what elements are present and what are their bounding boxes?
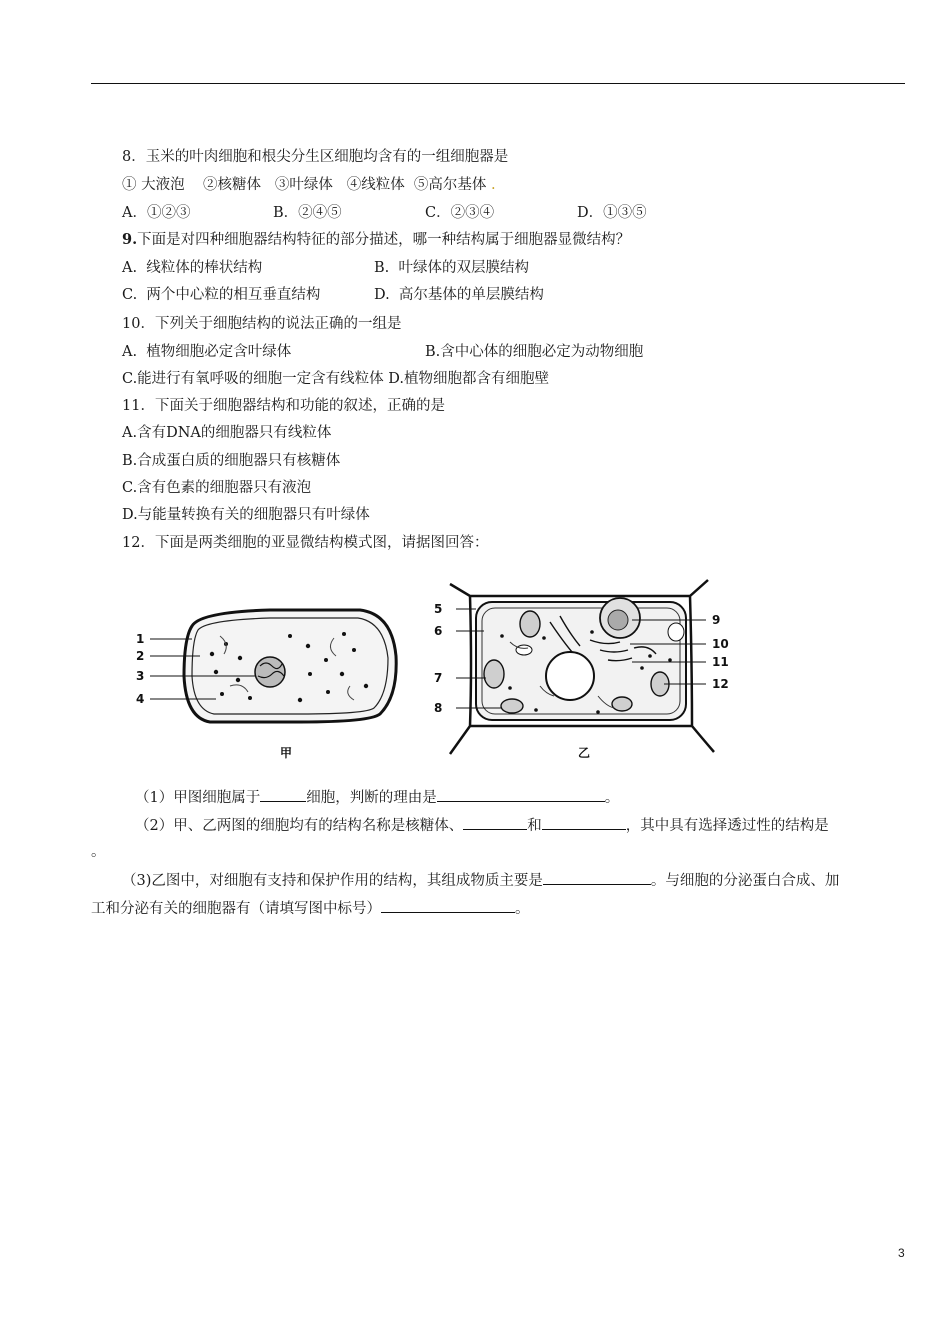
label-2: 2 — [136, 649, 145, 663]
q10-option-cd: C.能进行有氧呼吸的细胞一定含有线粒体 D.植物细胞都含有细胞壁 — [122, 371, 550, 387]
cell-diagram — [130, 576, 750, 766]
cell-b-drawing — [450, 580, 714, 754]
q10-option-a: A. 植物细胞必定含叶绿体 — [122, 344, 292, 360]
q11-option-b: B.合成蛋白质的细胞器只有核糖体 — [122, 453, 341, 469]
label-5: 5 — [434, 602, 443, 616]
q11-option-a: A.含有DNA的细胞器只有线粒体 — [122, 425, 332, 441]
answer-blank-6[interactable] — [381, 898, 515, 913]
q12-stem: 12．下面是两类细胞的亚显微结构模式图，请据图回答： — [122, 535, 489, 551]
cell-a-drawing — [150, 610, 396, 722]
caption-b: 乙 — [578, 746, 591, 760]
q8-option-b: B．②④⑤ — [273, 205, 342, 221]
label-4: 4 — [136, 692, 145, 706]
q8-option-d: D．①③⑤ — [577, 205, 647, 221]
q9-option-b: B. 叶绿体的双层膜结构 — [374, 260, 529, 276]
label-9: 9 — [712, 613, 721, 627]
answer-blank-2[interactable] — [437, 787, 605, 802]
q12-part-2: （2）甲、乙两图的细胞均有的结构名称是核糖体、 和 ，其中具有选择透过性的结构是 — [135, 815, 829, 836]
page-number: 3 — [898, 1246, 905, 1260]
label-12: 12 — [712, 677, 729, 691]
label-3: 3 — [136, 669, 145, 683]
q8-option-a: A．①②③ — [122, 205, 191, 221]
header-rule — [91, 83, 905, 84]
label-10: 10 — [712, 637, 729, 651]
q10-stem: 10．下列关于细胞结构的说法正确的一组是 — [122, 316, 402, 332]
label-1: 1 — [136, 632, 145, 646]
q10-option-b: B.含中心体的细胞必定为动物细胞 — [425, 344, 644, 360]
label-11: 11 — [712, 655, 729, 669]
q12-part-3-cont: 工和分泌有关的细胞器有（请填写图中标号） 。 — [91, 898, 530, 919]
q11-option-d: D.与能量转换有关的细胞器只有叶绿体 — [122, 507, 370, 523]
q8-option-c: C．②③④ — [425, 205, 495, 221]
label-7: 7 — [434, 671, 443, 685]
q9-option-c: C. 两个中心粒的相互垂直结构 — [122, 287, 321, 303]
q9-option-a: A. 线粒体的棒状结构 — [122, 260, 263, 276]
q11-stem: 11．下面关于细胞器结构和功能的叙述，正确的是 — [122, 398, 445, 414]
q12-part-1: （1）甲图细胞属于 细胞，判断的理由是 。 — [135, 787, 619, 808]
q8-items: ① 大液泡 ②核糖体 ③叶绿体 ④线粒体 ⑤高尔基体 . — [122, 177, 496, 193]
answer-blank-4[interactable] — [542, 815, 626, 830]
cell-diagram-svg — [130, 576, 750, 766]
caption-a: 甲 — [280, 746, 293, 760]
q12-part-3: （3)乙图中，对细胞有支持和保护作用的结构，其组成物质主要是 。与细胞的分泌蛋白合成、加 — [122, 870, 839, 891]
q9-option-d: D. 高尔基体的单层膜结构 — [374, 287, 544, 303]
answer-blank-3[interactable] — [463, 815, 527, 830]
q12-part-2-end: 。 — [91, 844, 106, 860]
label-8: 8 — [434, 701, 443, 715]
label-6: 6 — [434, 624, 443, 638]
q11-option-c: C.含有色素的细胞器只有液泡 — [122, 480, 312, 496]
q9-stem: 9.下面是对四种细胞器结构特征的部分描述，哪一种结构属于细胞器显微结构？ — [122, 231, 631, 248]
q8-stem: 8．玉米的叶肉细胞和根尖分生区细胞均含有的一组细胞器是 — [122, 149, 509, 165]
answer-blank-1[interactable] — [260, 787, 306, 802]
answer-blank-5[interactable] — [543, 870, 651, 885]
